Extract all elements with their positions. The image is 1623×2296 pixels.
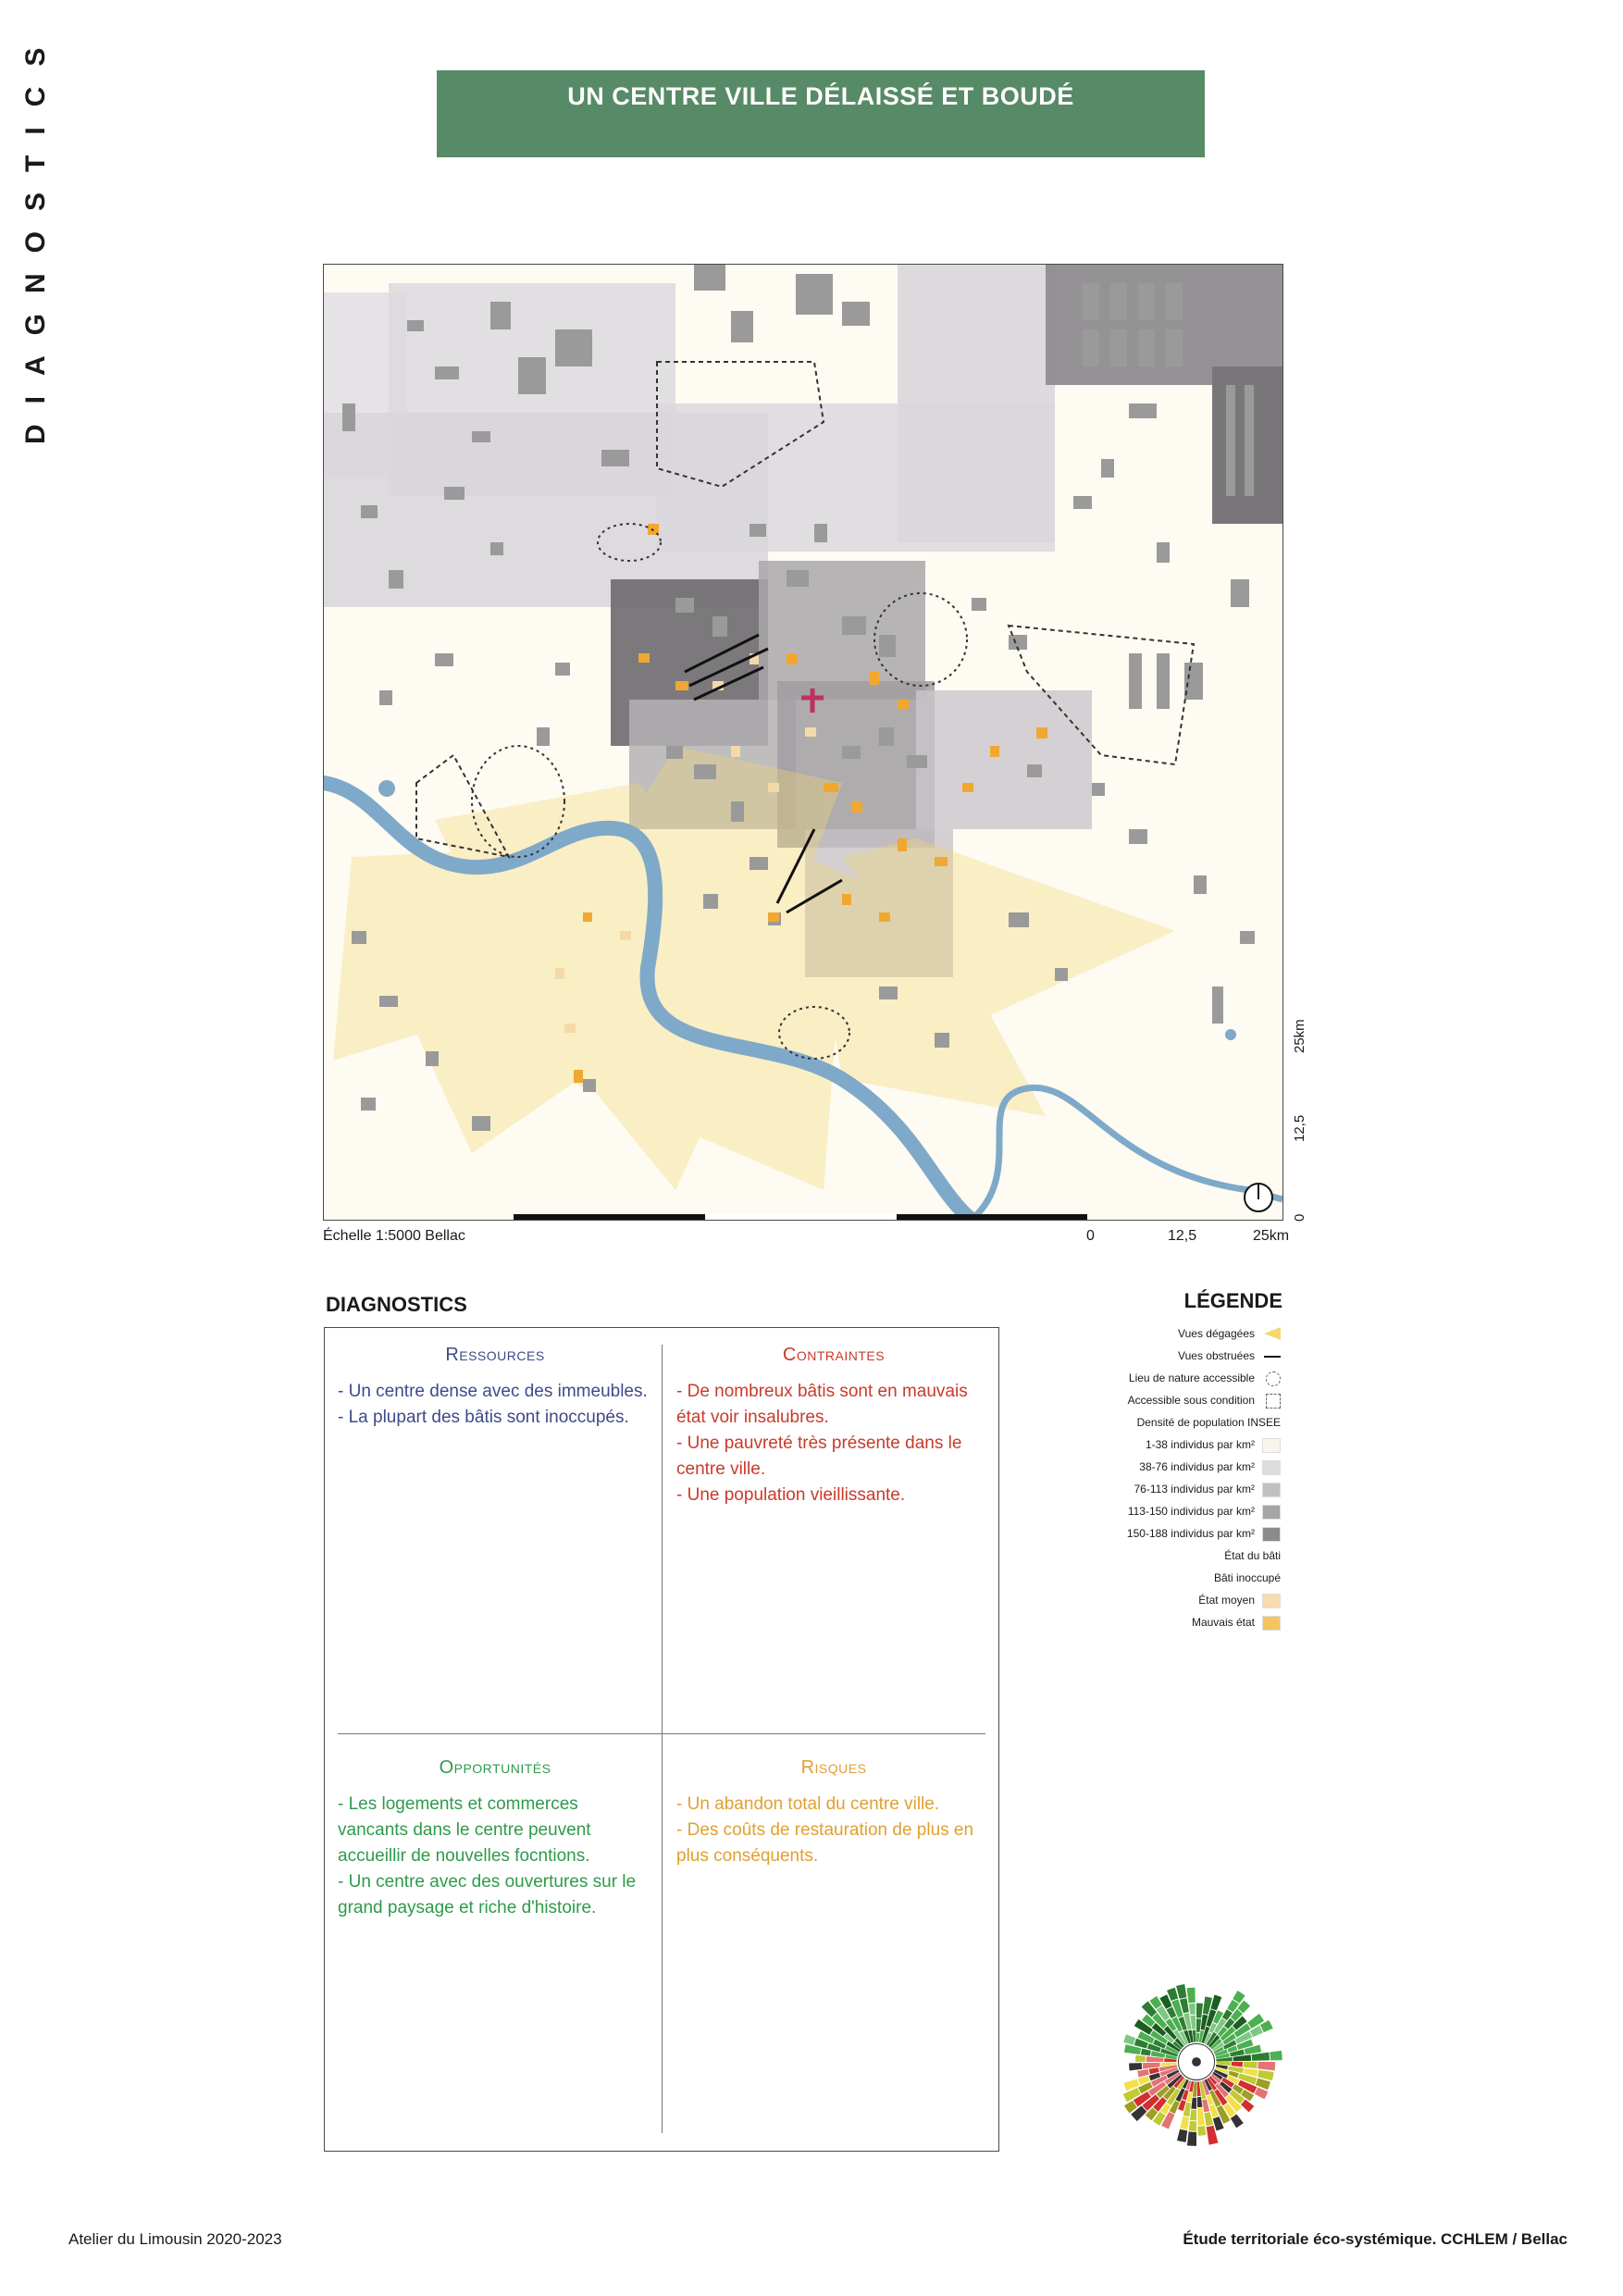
quadrant-opportunities	[338, 1757, 652, 1921]
wheel-segment	[1180, 2116, 1189, 2129]
legend-swatch	[1262, 1483, 1281, 1497]
legend-item	[1064, 1433, 1282, 1456]
wheel-segment	[1189, 2004, 1196, 2015]
vscale-max: 25km	[1292, 1019, 1307, 1053]
legend-item-label: 113-150 individus par km²	[1127, 1505, 1255, 1518]
quadrant-constraints	[676, 1345, 991, 1508]
quadrant-resources	[338, 1345, 652, 1431]
resources-text: - Un centre dense avec des immeubles. - La plupart des bâtis sont inoccupés.	[338, 1382, 648, 1427]
wheel-segment	[1258, 2062, 1275, 2070]
legend-item-label: État moyen	[1198, 1594, 1255, 1607]
wheel-segment	[1135, 2055, 1146, 2062]
wheel-segment	[1176, 1984, 1186, 1999]
legend-swatch	[1262, 1616, 1281, 1631]
swot-grid	[324, 1327, 999, 2152]
wheel-segment	[1197, 2097, 1203, 2107]
wheel-segment	[1189, 2121, 1196, 2131]
ecosystem-wheel-icon	[1106, 1971, 1287, 2153]
legend-item	[1064, 1367, 1282, 1389]
legend-item-label: Lieu de nature accessible	[1128, 1371, 1255, 1384]
quadrant-risks	[676, 1757, 991, 1869]
wheel-segment	[1190, 2110, 1196, 2121]
swot-divider-horizontal	[338, 1733, 985, 1734]
opportunities-text: - Les logements et commerces vancants dans le centre peuvent accueillir de nouvelles focntions. - Un centre avec des ouvertures sur le grand paysage et riche d'histoire.	[338, 1794, 637, 1917]
legend-item-label: Accessible sous condition	[1127, 1394, 1255, 1407]
legend-item	[1064, 1411, 1282, 1433]
constraints-heading: Contraintes	[782, 1345, 886, 1365]
wheel-segment	[1231, 2115, 1244, 2128]
legend-swatch	[1262, 1505, 1281, 1520]
vscale-0: 0	[1292, 1213, 1307, 1222]
wheel-segment	[1178, 2100, 1186, 2111]
risks-text: - Un abandon total du centre ville. - Des coûts de restauration de plus en plus conséquents.	[676, 1794, 974, 1866]
legend-swatch	[1264, 1327, 1281, 1340]
legend-item-label: Vues dégagées	[1178, 1327, 1255, 1340]
legend-item	[1064, 1478, 1282, 1500]
legend-item	[1064, 1345, 1282, 1367]
map[interactable]	[323, 264, 1283, 1221]
footer-right: Étude territoriale éco-systémique. CCHLEM / Bellac	[1183, 2230, 1567, 2248]
footer-left: Atelier du Limousin 2020-2023	[68, 2230, 282, 2248]
legend-swatch	[1262, 1438, 1281, 1453]
legend-item	[1064, 1611, 1282, 1633]
wheel-segment	[1210, 1994, 1221, 2010]
legend-item-label: État du bâti	[1224, 1549, 1281, 1562]
map-canvas	[324, 265, 1282, 1220]
legend-item	[1064, 1589, 1282, 1611]
legend-item-label: 38-76 individus par km²	[1139, 1460, 1255, 1473]
wheel-segment	[1241, 2100, 1254, 2113]
diagnostics-title: DIAGNOSTICS	[326, 1293, 467, 1316]
wheel-segment	[1177, 2129, 1187, 2142]
wheel-segment	[1224, 2018, 1234, 2029]
scale-tick-mid: 12,5	[1168, 1228, 1197, 1244]
legend	[1064, 1289, 1282, 1633]
scale-tick-max: 25km	[1253, 1228, 1290, 1244]
scale-bar	[514, 1214, 1087, 1220]
legend-swatch	[1262, 1527, 1281, 1542]
legend-swatch	[1266, 1394, 1281, 1409]
legend-item	[1064, 1500, 1282, 1522]
legend-item-label: 76-113 individus par km²	[1134, 1483, 1255, 1496]
pond	[378, 780, 395, 797]
north-arrow-icon	[1245, 1184, 1272, 1211]
legend-item	[1064, 1545, 1282, 1567]
legend-swatch	[1264, 1356, 1281, 1358]
legend-item-label: 1-38 individus par km²	[1145, 1438, 1255, 1451]
legend-swatch	[1262, 1460, 1281, 1475]
legend-item-label: Vues obstruées	[1178, 1349, 1255, 1362]
wheel-segment	[1196, 2004, 1203, 2018]
scale-caption: Échelle 1:5000 Bellac	[323, 1228, 465, 1244]
legend-item-label: 150-188 individus par km²	[1126, 1527, 1255, 1540]
risks-heading: Risques	[800, 1757, 867, 1778]
wheel-segment	[1197, 2108, 1205, 2126]
side-label: DIAGNOSTICS	[20, 27, 51, 444]
legend-item-label: Mauvais état	[1191, 1616, 1255, 1629]
resources-heading: Ressources	[445, 1345, 545, 1365]
wheel-segment	[1187, 2131, 1196, 2146]
legend-item	[1064, 1322, 1282, 1345]
wheel-segment	[1232, 2062, 1243, 2067]
scale-tick-0: 0	[1086, 1228, 1095, 1244]
legend-item	[1064, 1567, 1282, 1589]
vscale-mid: 12,5	[1292, 1114, 1307, 1142]
legend-item-label: Densité de population INSEE	[1136, 1416, 1281, 1429]
opportunities-heading: Opportunités	[439, 1757, 551, 1778]
wheel-center	[1192, 2057, 1201, 2066]
legend-item	[1064, 1389, 1282, 1411]
wheel-segment	[1270, 2051, 1282, 2061]
wheel-segment	[1123, 2034, 1135, 2044]
legend-swatch	[1266, 1371, 1281, 1386]
legend-item	[1064, 1456, 1282, 1478]
wheel-segment	[1196, 2033, 1199, 2042]
legend-swatch	[1262, 1594, 1281, 1608]
swot-divider-vertical	[662, 1345, 663, 2133]
legend-item	[1064, 1522, 1282, 1545]
page-title: UN CENTRE VILLE DÉLAISSÉ ET BOUDÉ	[437, 70, 1205, 157]
wheel-segment	[1129, 2063, 1142, 2070]
legend-rows	[1064, 1322, 1282, 1633]
legend-title: LÉGENDE	[1183, 1289, 1282, 1312]
wheel-segment	[1197, 2126, 1206, 2136]
wheel-segment	[1196, 2018, 1201, 2031]
constraints-text: - De nombreux bâtis sont en mauvais état voir insalubres. - Une pauvreté très présente dans le centre ville. - Une population vieillissante.	[676, 1382, 968, 1505]
wheel-segment	[1141, 2048, 1151, 2055]
wheel-segment	[1252, 2053, 1270, 2061]
wheel-segment	[1187, 1988, 1196, 2004]
wheel-segment	[1191, 2098, 1196, 2109]
wheel-segment	[1244, 2062, 1258, 2068]
pond	[1225, 1029, 1236, 1040]
legend-item-label: Bâti inoccupé	[1213, 1571, 1281, 1584]
